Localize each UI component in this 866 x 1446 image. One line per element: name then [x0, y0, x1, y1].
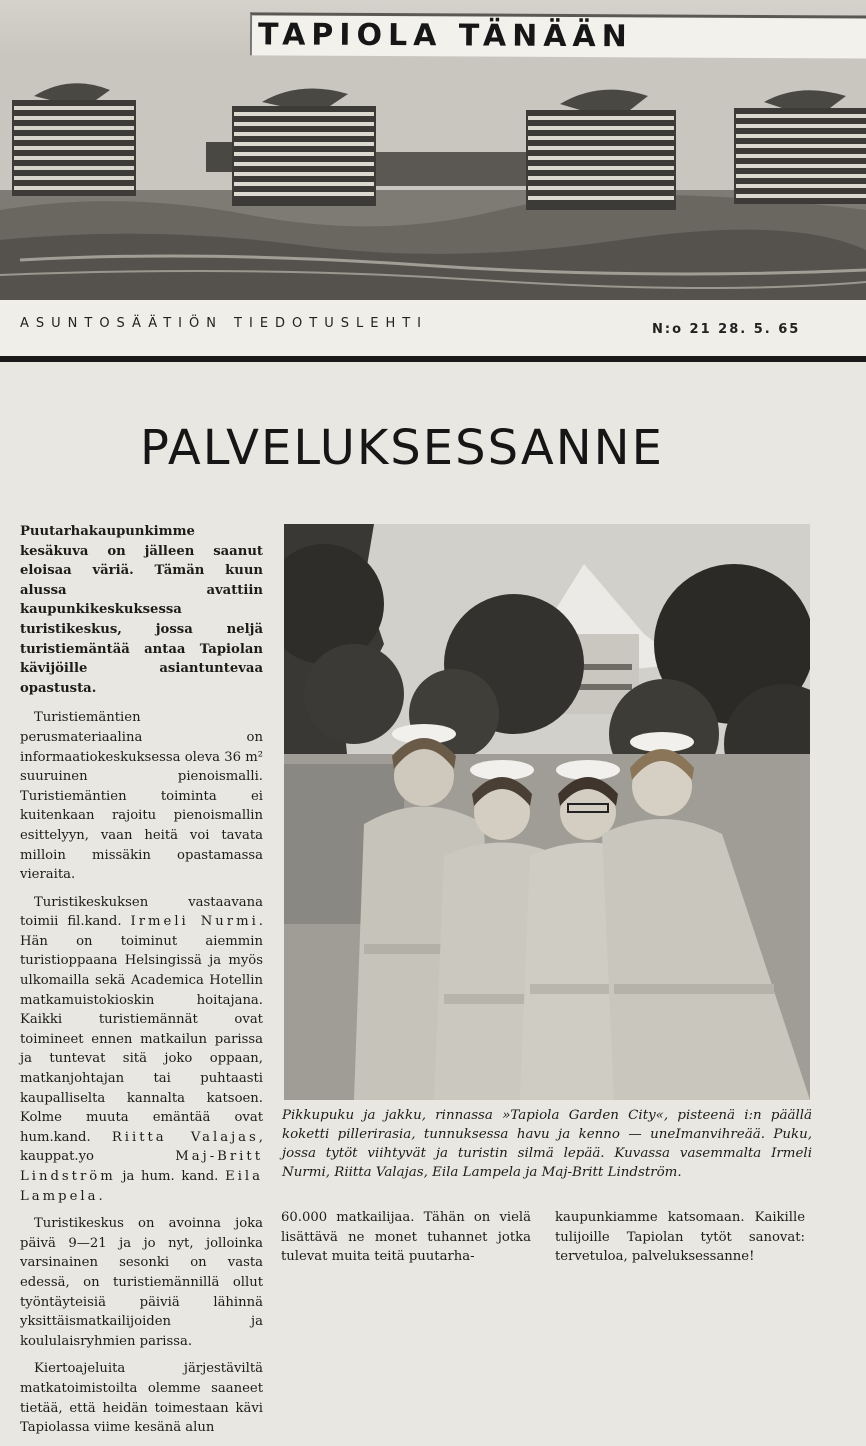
p2-text-b: . Hän on toiminut aiemmin turistioppaana Helsingissä ja myös ulkomailla sekä Academica Hotellin matkamuistokioskin hoitajana. Kaikki turistiemännät ovat toimineet ennen matkailun parissa ja tuntevat sitä joko oppaan, matkanjohtajan tai puhtaasti kaupalliselta kannalta katsoen. Kolme muuta emäntää ovat hum.kand.	[20, 914, 263, 1145]
name-riitta-valajas: Riitta Valajas	[111, 1129, 259, 1145]
p2-text-e: .	[98, 1188, 103, 1204]
article-paragraph-1: Turistiemäntien perusmateriaalina on informaatiokeskuksessa oleva 36 m² suuruinen pienoismalli. Turistiemäntien toiminta ei kuitenkaan rajoitu pienoismallin esittelyyn, vaan heitä voi tavata milloin missäkin opastamassa vieraita.	[20, 710, 263, 883]
subtitle-bar	[0, 300, 866, 360]
model-tower-2	[232, 89, 376, 206]
article-paragraph-2	[20, 893, 263, 1207]
p2-text-c: , kauppat.yo	[20, 1129, 263, 1165]
article-photo	[284, 524, 810, 1100]
name-eila-lampela: Eila Lampela	[20, 1169, 263, 1204]
article-left-column	[20, 522, 263, 1446]
p2-text-d: ja hum. kand.	[115, 1169, 226, 1184]
article-lead: Puutarhakaupunkimme kesäkuva on jälleen saanut eloisaa väriä. Tämän kuun alussa avattiin kaupunkikeskuksessa turistikeskus, jossa neljä turistiemäntää antaa Tapiolan kävijöille asiantuntevaa opastusta.	[20, 524, 263, 696]
publication-subtitle: ASUNTOSÄÄTIÖN TIEDOTUSLEHTI	[20, 316, 429, 331]
masthead-model-photo	[0, 60, 866, 300]
masthead-title: TAPIOLA TÄNÄÄN	[250, 12, 866, 58]
photo-four-hostesses	[284, 524, 810, 1100]
article-headline: PALVELUKSESSANNE	[140, 420, 664, 476]
photo-caption: Pikkupuku ja jakku, rinnassa »Tapiola Garden City«, pisteenä i:n päällä koketti pillerirasia, tunnuksessa havu ja kenno — uneImanvihreää. Puku, jossa tytöt viihtyvät ja turistin silmä lepää. Kuvassa vasemmalta Irmeli Nurmi, Riitta Valajas, Eila Lampela ja Maj-Britt Lindström.	[282, 1108, 812, 1180]
model-tower-1	[12, 83, 136, 196]
header-rule	[0, 356, 866, 362]
issue-number-date: N:o 21 28. 5. 65	[652, 322, 801, 337]
article-paragraph-3: Turistikeskus on avoinna joka päivä 9—21 ja jo nyt, jolloinka varsinainen sesonki on vasta edessä, on turistiemännillä ollut työntäyteisiä päiviä lähinnä yksittäismatkailijoiden ja koululaisryhmien parissa.	[20, 1216, 263, 1349]
masthead	[0, 0, 866, 300]
article-paragraph-6: kaupunkiamme katsomaan. Kaikille tulijoille Tapiolan tytöt sanovat: tervetuloa, palveluksessanne!	[555, 1210, 805, 1265]
article-paragraph-5: 60.000 matkailijaa. Tähän on vielä lisättävä ne monet tuhannet jotka tulevat muita teitä puutarha-	[281, 1210, 531, 1265]
article-paragraph-4: Kiertoajeluita järjestäviltä matkatoimistoilta olemme saaneet tietää, että heidän toimestaan kävi Tapiolassa viime kesänä alun	[20, 1361, 263, 1436]
name-irmeli-nurmi: Irmeli Nurmi	[130, 914, 259, 930]
name-maj-britt-lindstrom: Maj-Britt Lindström	[20, 1149, 263, 1184]
p2-text-a: Turistikeskuksen vastaavana toimii fil.kand.	[20, 894, 263, 930]
